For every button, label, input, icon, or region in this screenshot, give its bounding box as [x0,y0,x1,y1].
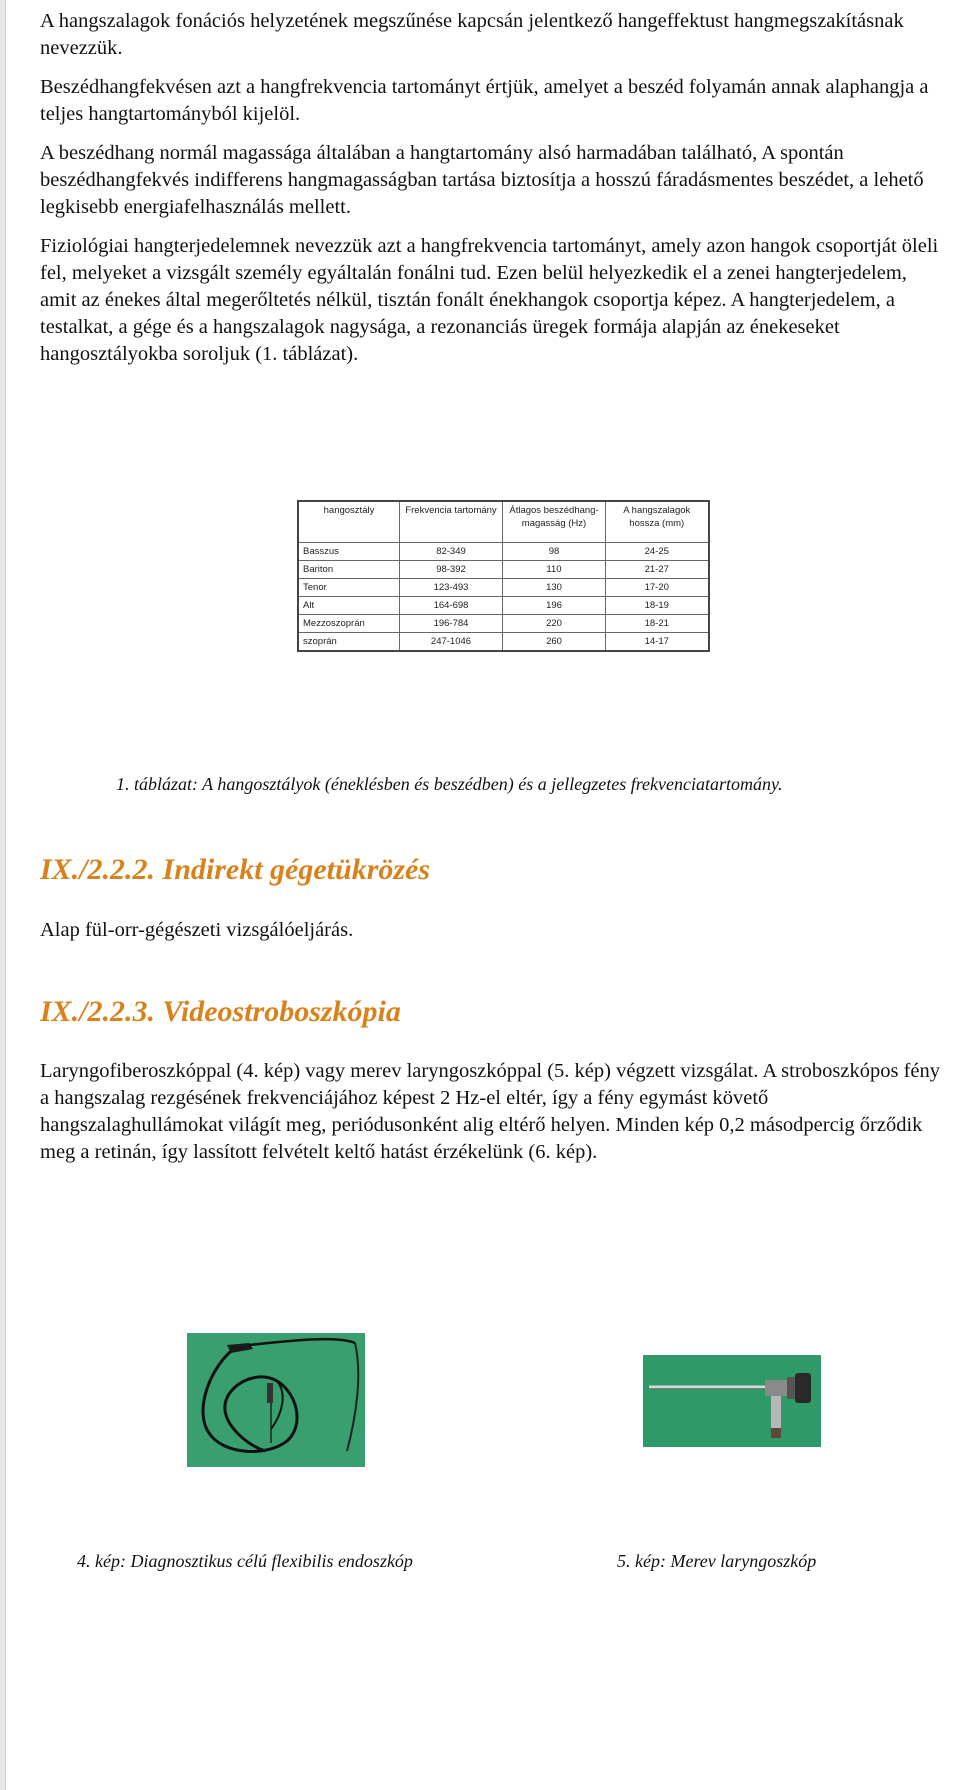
table-cell-pitch: 220 [503,615,606,633]
figure-caption-flexible-endoscope: 4. kép: Diagnosztikus célú flexibilis endoszkóp [77,1551,413,1571]
table-cell-pitch: 130 [503,579,606,597]
table-cell-length: 18-19 [606,597,709,615]
table-cell-length: 18-21 [606,615,709,633]
section-heading-indirect-laryngoscopy: IX./2.2.2. Indirekt gégetükrözés [40,853,431,886]
table-row [298,579,709,597]
table-cell-length: 14-17 [606,633,709,652]
table-header-row [298,501,709,543]
table-cell-range: 196-784 [400,615,503,633]
table-cell-class: Bariton [298,561,400,579]
figure-caption-rigid-laryngoscope: 5. kép: Merev laryngoszkóp [617,1551,817,1571]
table-header-cell: A hangszalagok hossza (mm) [606,501,709,543]
table-cell-pitch: 98 [503,543,606,561]
table-header-cell: Átlagos beszédhang-magasság (Hz) [503,501,606,543]
section-heading-videostroboscopy: IX./2.2.3. Videostroboszkópia [40,995,401,1028]
table-row [298,597,709,615]
flexible-endoscope-photo [187,1333,365,1467]
table-header-cell: hangosztály [298,501,400,543]
document-body [40,8,945,380]
table-cell-length: 21-27 [606,561,709,579]
section-text-indirect-laryngoscopy: Alap fül-orr-gégészeti vizsgálóeljárás. [40,919,354,941]
table-cell-length: 17-20 [606,579,709,597]
table-cell-range: 98-392 [400,561,503,579]
table-cell-class: Alt [298,597,400,615]
rigid-laryngoscope-icon [643,1355,821,1447]
table-caption: 1. táblázat: A hangosztályok (éneklésben és beszédben) és a jellegzetes frekvenciatartomány. [116,774,783,794]
table-cell-class: szoprán [298,633,400,652]
section-text-videostroboscopy: Laryngofiberoszkóppal (4. kép) vagy merev laryngoszkóppal (5. kép) végzett vizsgálat. A stroboszkópos fény a hangszalag rezgésének frekvenciájához képest 2 Hz-el eltér, így a fény egymást követő hangszalaghullámokat világít meg, periódusonként alig eltérő helyen. Minden kép 0,2 másodpercig őrződik meg a retinán, így lassított felvételt keltő hatást érzékelünk (6. kép). [40,1060,941,1163]
table-row [298,543,709,561]
table-cell-range: 123-493 [400,579,503,597]
table-cell-class: Basszus [298,543,400,561]
table-cell-range: 164-698 [400,597,503,615]
table-cell-length: 24-25 [606,543,709,561]
paragraph-speech-register: Beszédhangfekvésen azt a hangfrekvencia tartományt értjük, amelyet a beszéd folyamán annak alaphangja a teljes hangtartományból kijelöl. [40,76,929,125]
rigid-laryngoscope-photo [643,1355,821,1447]
flexible-endoscope-icon [187,1333,365,1467]
table-header-cell: Frekvencia tartomány [400,501,503,543]
table-cell-pitch: 110 [503,561,606,579]
paragraph-normal-pitch: A beszédhang normál magassága általában a hangtartomány alsó harmadában található, A spontán beszédhangfekvés indifferens hangmagasságban tartása biztosítja a hosszú fáradásmentes beszédet, a lehető legkisebb energiafelhasználás mellett. [40,142,924,218]
table-cell-class: Tenor [298,579,400,597]
paragraph-physiological-range: Fiziológiai hangterjedelemnek nevezzük azt a hangfrekvencia tartományt, amely azon hangok csoportját öleli fel, melyeket a vizsgált személy egyáltalán fonálni tud. Ezen belül helyezkedik el a zenei hangterjedelem, amit az énekes által megerőltetés nélkül, tisztán fonált énekhangok csoportja képez. A hangterjedelem, a testalkat, a gége és a hangszalagok nagysága, a rezonanciás üregek formája alapján az énekeseket hangosztályokba soroljuk (1. táblázat). [40,235,939,365]
table-row [298,615,709,633]
voice-classes-table-wrapper [297,500,710,652]
table-cell-pitch: 196 [503,597,606,615]
page-left-border [0,0,6,1790]
table-cell-class: Mezzoszoprán [298,615,400,633]
table-row [298,633,709,652]
voice-classes-table [297,500,710,652]
table-cell-range: 82-349 [400,543,503,561]
table-cell-range: 247-1046 [400,633,503,652]
table-row [298,561,709,579]
table-cell-pitch: 260 [503,633,606,652]
paragraph-voice-break: A hangszalagok fonációs helyzetének megszűnése kapcsán jelentkező hangeffektust hangmegszakításnak nevezzük. [40,10,904,59]
